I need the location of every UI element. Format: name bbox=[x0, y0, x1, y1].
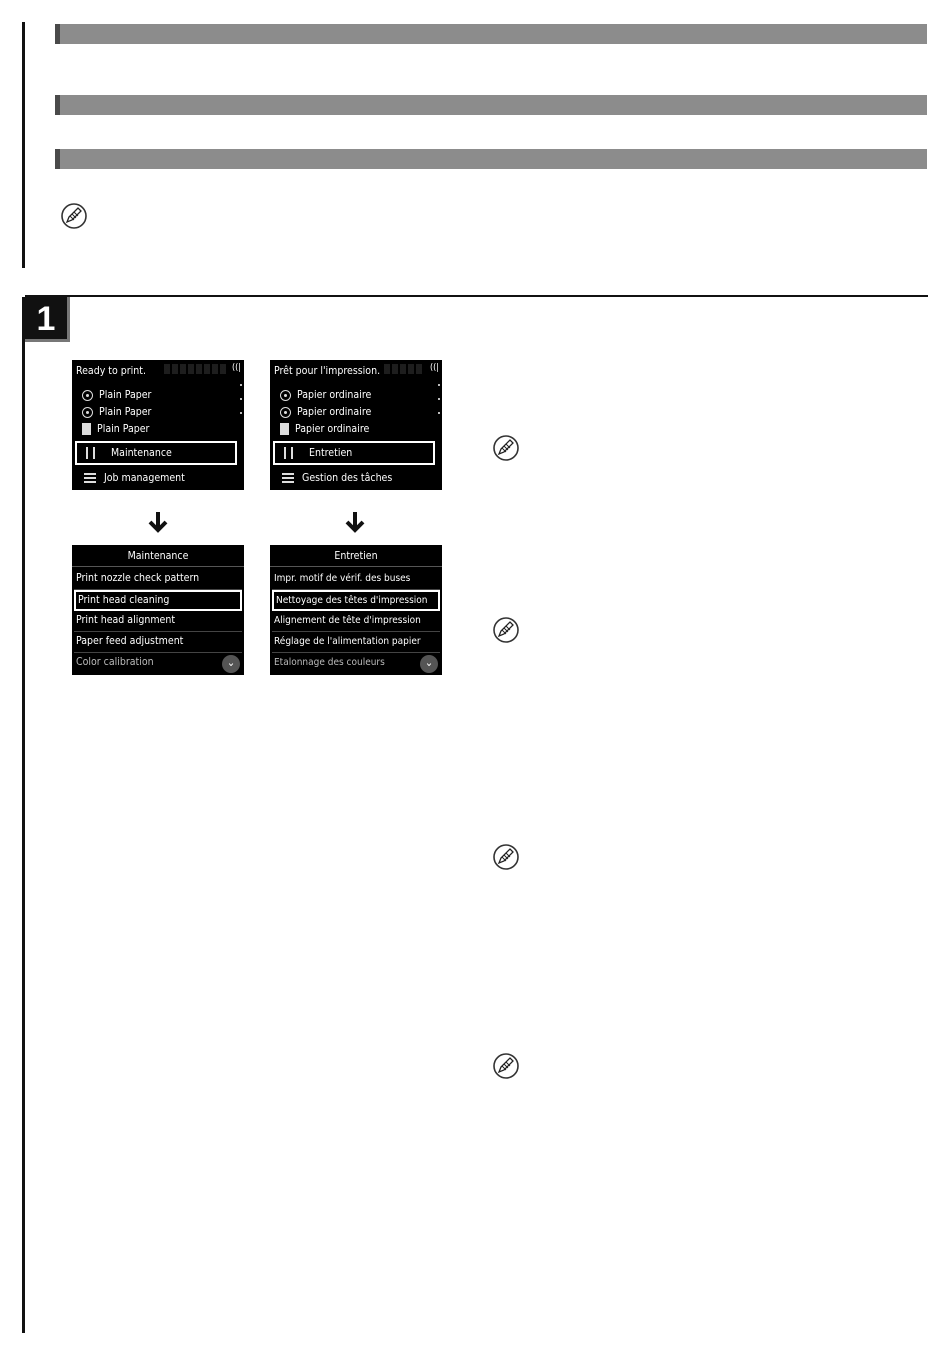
paper-row-roll1 bbox=[280, 387, 371, 403]
heading-bar-3 bbox=[55, 149, 927, 169]
status-text: Prêt pour l'impression. bbox=[274, 365, 381, 377]
menu-title: Maintenance bbox=[72, 545, 244, 567]
lcd-home-fr bbox=[270, 360, 442, 490]
paper-row-roll1 bbox=[82, 387, 151, 403]
lcd-maintenance-fr bbox=[270, 545, 442, 675]
job-management-item[interactable] bbox=[82, 472, 185, 484]
paper-label: Plain Paper bbox=[99, 406, 152, 418]
menu-item-label: Entretien bbox=[309, 447, 353, 459]
pencil-note-icon bbox=[492, 616, 520, 644]
paper-label: Plain Paper bbox=[97, 423, 150, 435]
roll-paper-icon bbox=[82, 407, 93, 418]
arrow-down-icon bbox=[343, 510, 367, 534]
menu-item-paper-feed[interactable]: Réglage de l'alimentation papier bbox=[272, 632, 440, 653]
heading-bar-2 bbox=[55, 95, 927, 115]
menu-item-label: Job management bbox=[104, 472, 185, 484]
step-number: 1 bbox=[25, 297, 70, 342]
left-rule-top bbox=[22, 22, 25, 268]
tools-icon bbox=[83, 446, 101, 460]
pencil-note-icon bbox=[492, 843, 520, 871]
entretien-item[interactable] bbox=[273, 441, 435, 465]
sheet-paper-icon bbox=[82, 423, 91, 435]
pencil-note-icon bbox=[492, 1052, 520, 1080]
roll-paper-icon bbox=[280, 407, 291, 418]
roll-paper-icon bbox=[280, 390, 291, 401]
ink-meter bbox=[164, 364, 226, 374]
status-text: Ready to print. bbox=[76, 365, 146, 377]
menu-item-label: Maintenance bbox=[111, 447, 172, 459]
paper-row-sheet bbox=[280, 421, 369, 437]
lcd-maintenance-en bbox=[72, 545, 244, 675]
ink-meter bbox=[384, 364, 424, 374]
menu-item-head-alignment[interactable]: Print head alignment bbox=[74, 611, 242, 632]
signal-icon: ((| bbox=[429, 363, 439, 373]
roll-paper-icon bbox=[82, 390, 93, 401]
chevron-down-icon[interactable]: ⌄ bbox=[420, 655, 438, 673]
lcd-home-en bbox=[72, 360, 244, 490]
paper-row-roll2 bbox=[280, 404, 371, 420]
list-icon bbox=[282, 473, 294, 484]
pencil-note-icon bbox=[492, 434, 520, 462]
left-rule-bottom bbox=[22, 297, 25, 1333]
menu-title: Entretien bbox=[270, 545, 442, 567]
list-icon bbox=[84, 473, 96, 484]
menu-item-head-alignment[interactable]: Alignement de tête d'impression bbox=[272, 611, 440, 632]
scroll-indicator bbox=[240, 384, 242, 424]
chevron-down-icon[interactable]: ⌄ bbox=[222, 655, 240, 673]
paper-label: Papier ordinaire bbox=[297, 406, 372, 418]
signal-icon: ((| bbox=[231, 363, 241, 373]
menu-item-head-cleaning[interactable]: Print head cleaning bbox=[74, 590, 242, 611]
menu-item-color-calibration[interactable]: Etalonnage des couleurs bbox=[274, 657, 385, 668]
arrow-down-icon bbox=[146, 510, 170, 534]
menu-item-head-cleaning[interactable]: Nettoyage des têtes d'impression bbox=[272, 590, 440, 611]
paper-label: Papier ordinaire bbox=[295, 423, 370, 435]
heading-bar-1 bbox=[55, 24, 927, 44]
step-divider bbox=[25, 295, 928, 297]
pencil-note-icon bbox=[60, 202, 88, 230]
maintenance-item[interactable] bbox=[75, 441, 237, 465]
sheet-paper-icon bbox=[280, 423, 289, 435]
gestion-taches-item[interactable] bbox=[280, 472, 392, 484]
paper-label: Papier ordinaire bbox=[297, 389, 372, 401]
paper-label: Plain Paper bbox=[99, 389, 152, 401]
menu-item-nozzle-check[interactable]: Print nozzle check pattern bbox=[74, 569, 242, 590]
menu-item-label: Gestion des tâches bbox=[302, 472, 393, 484]
paper-row-roll2 bbox=[82, 404, 151, 420]
scroll-indicator bbox=[438, 384, 440, 424]
menu-item-paper-feed[interactable]: Paper feed adjustment bbox=[74, 632, 242, 653]
tools-icon bbox=[281, 446, 299, 460]
menu-item-nozzle-check[interactable]: Impr. motif de vérif. des buses bbox=[272, 569, 440, 590]
paper-row-sheet bbox=[82, 421, 149, 437]
menu-item-color-calibration[interactable]: Color calibration bbox=[76, 656, 154, 668]
